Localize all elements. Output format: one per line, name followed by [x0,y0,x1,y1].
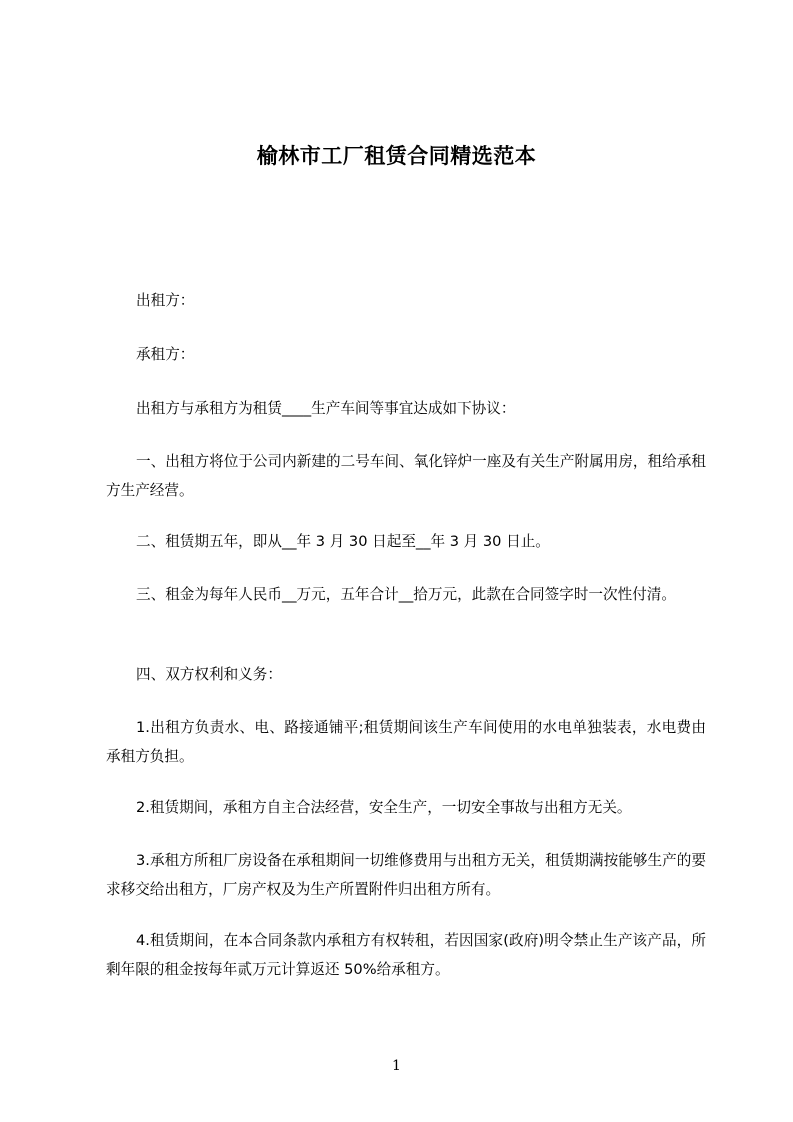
paragraph-clause-3: 三、租金为每年人民币__万元，五年合计__拾万元，此款在合同签字时一次性付清。 [136,586,676,603]
paragraph-clause-4-heading: 四、双方权利和义务： [136,666,282,683]
paragraph-lessee: 承租方： [136,346,195,363]
page-number: 1 [392,1058,401,1074]
paragraph-lessor: 出租方： [136,292,195,309]
paragraph-item-4: 4.租赁期间，在本合同条款内承租方有权转租，若因国家(政府)明令禁止生产该产品，所剩年限的租金按每年贰万元计算返还 50%给承租方。 [106,932,706,978]
paragraph-clause-1: 一、出租方将位于公司内新建的二号车间、氧化锌炉一座及有关生产附属用房，租给承租方生产经营。 [106,453,706,499]
paragraph-clause-2: 二、租赁期五年，即从__年 3 月 30 日起至__年 3 月 30 日止。 [136,533,550,550]
document-title: 榆林市工厂租赁合同精选范本 [256,144,537,168]
paragraph-item-3: 3.承租方所租厂房设备在承租期间一切维修费用与出租方无关，租赁期满按能够生产的要求移交给出租方，厂房产权及为生产所置附件归出租方所有。 [106,852,706,898]
paragraph-item-2: 2.租赁期间，承租方自主合法经营，安全生产，一切安全事故与出租方无关。 [136,799,632,816]
paragraph-agreement-intro: 出租方与承租方为租赁____生产车间等事宜达成如下协议： [136,400,516,417]
paragraph-item-1: 1.出租方负责水、电、路接通铺平;租赁期间该生产车间使用的水电单独装表，水电费由承租方负担。 [106,719,706,765]
